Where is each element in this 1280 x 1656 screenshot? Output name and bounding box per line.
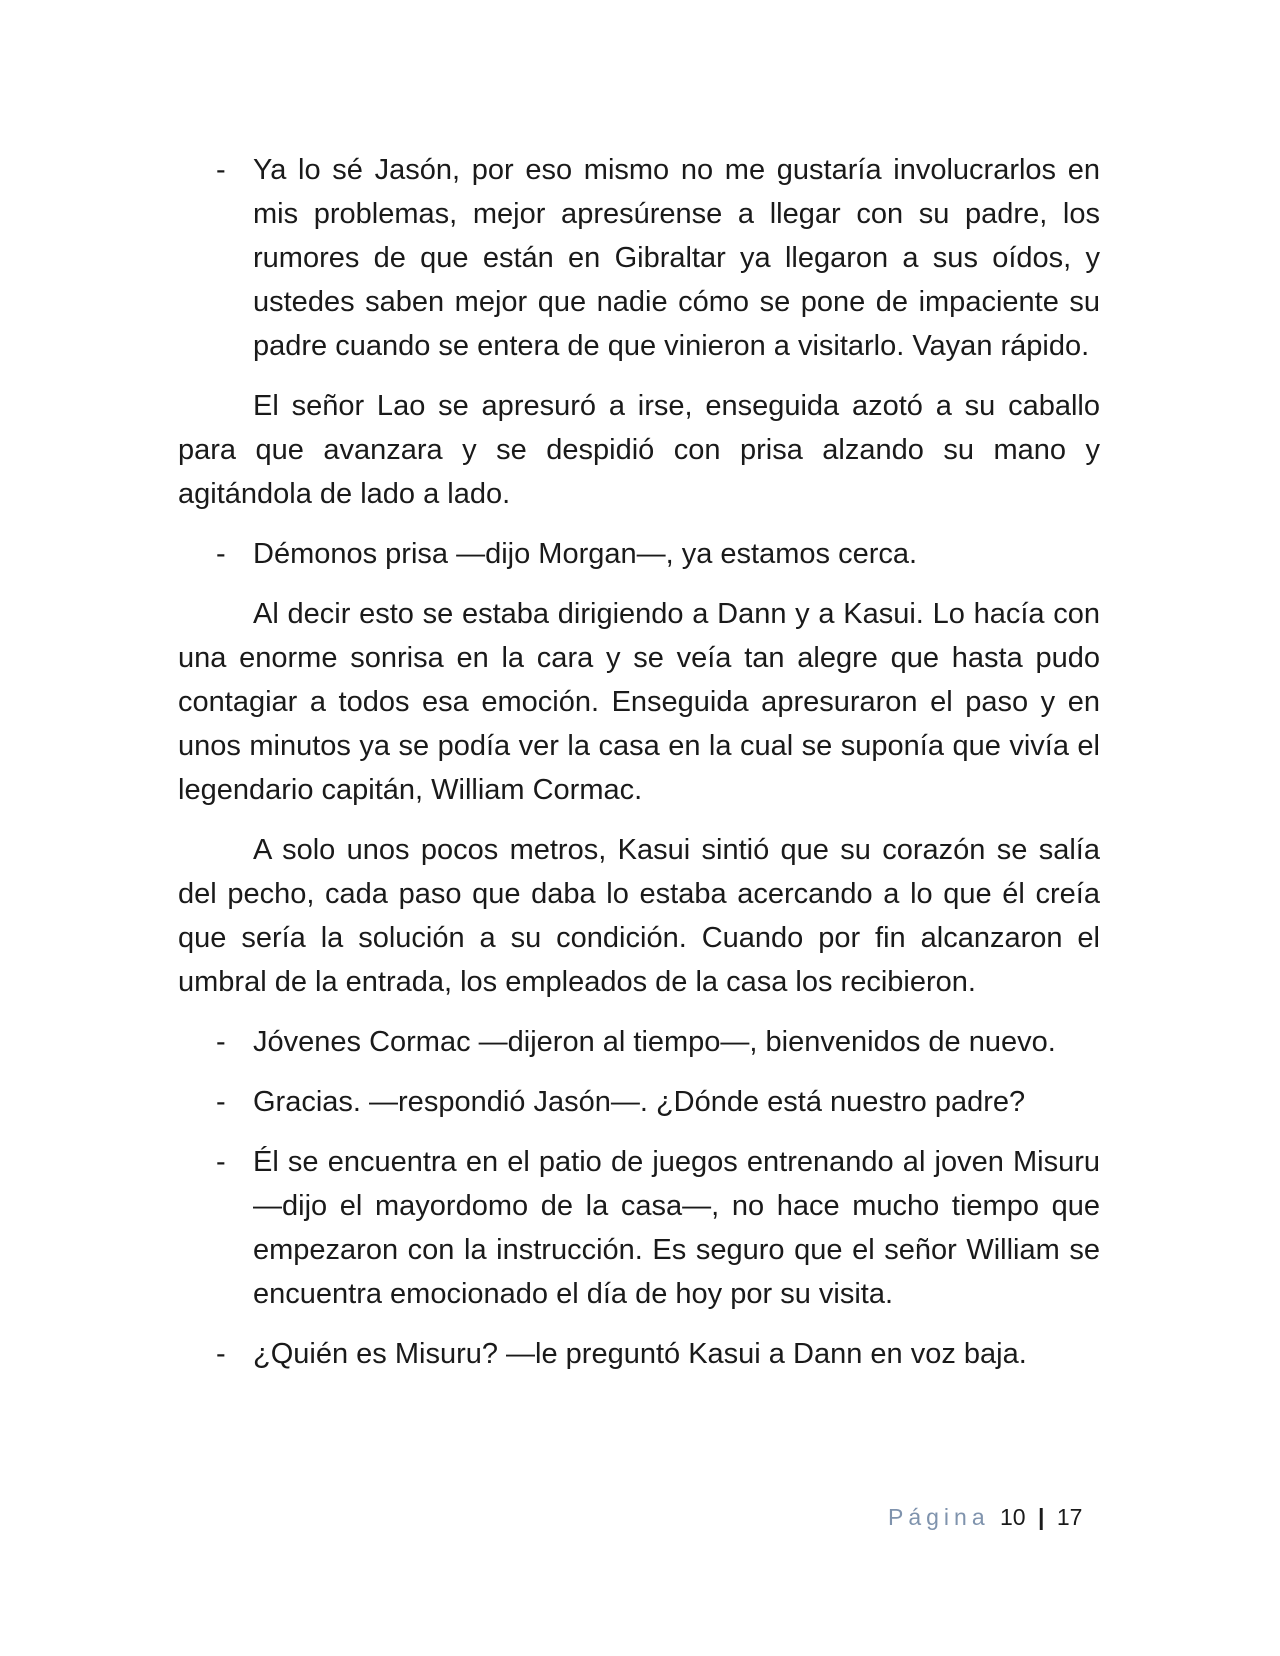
- dialogue-line: [178, 1080, 1100, 1124]
- paragraph: El señor Lao se apresuró a irse, enseguida azotó a su caballo para que avanzara y se despidió con prisa alzando su mano y agitándola de lado a lado.: [178, 390, 1100, 510]
- dialogue-text: Jóvenes Cormac —dijeron al tiempo—, bienvenidos de nuevo.: [253, 1026, 1056, 1058]
- dialogue-line: [178, 532, 1100, 576]
- dialogue-text: Ya lo sé Jasón, por eso mismo no me gustaría involucrarlos en mis problemas, mejor apresúrense a llegar con su padre, los rumores de que están en Gibraltar ya llegaron a sus oídos, y ustedes saben mejor que nadie cómo se pone de impaciente su padre cuando se entera de que vinieron a visitarlo. Vayan rápido.: [253, 154, 1100, 362]
- dialogue-text: Démonos prisa —dijo Morgan—, ya estamos cerca.: [253, 538, 918, 570]
- dialogue-line: [178, 148, 1100, 368]
- dialogue-dash: -: [216, 1338, 226, 1370]
- dialogue-text: Él se encuentra en el patio de juegos entrenando al joven Misuru —dijo el mayordomo de la casa—, no hace mucho tiempo que empezaron con la instrucción. Es seguro que el señor William se encuentra emocionado el día de hoy por su visita.: [253, 1146, 1100, 1310]
- page-separator: |: [1038, 1504, 1045, 1530]
- total-pages-number: 17: [1056, 1504, 1083, 1530]
- dialogue-dash: -: [216, 154, 226, 186]
- dialogue-dash: -: [216, 1146, 226, 1178]
- dialogue-dash: -: [216, 1026, 226, 1058]
- page-body: [178, 148, 1100, 1392]
- paragraph: A solo unos pocos metros, Kasui sintió que su corazón se salía del pecho, cada paso que daba lo estaba acercando a lo que él creía que sería la solución a su condición. Cuando por fin alcanzaron el umbral de la entrada, los empleados de la casa los recibieron.: [178, 834, 1100, 998]
- current-page-number: 10: [1000, 1504, 1026, 1530]
- dialogue-text: Gracias. —respondió Jasón—. ¿Dónde está nuestro padre?: [253, 1086, 1026, 1118]
- dialogue-text: ¿Quién es Misuru? —le preguntó Kasui a Dann en voz baja.: [253, 1338, 1027, 1370]
- dialogue-line: [178, 1020, 1100, 1064]
- dialogue-dash: -: [216, 1086, 226, 1118]
- page-footer: [888, 1502, 1082, 1532]
- page-label: Página: [888, 1504, 990, 1530]
- dialogue-line: [178, 1140, 1100, 1316]
- dialogue-line: [178, 1332, 1100, 1376]
- paragraph: Al decir esto se estaba dirigiendo a Dann y a Kasui. Lo hacía con una enorme sonrisa en la cara y se veía tan alegre que hasta pudo contagiar a todos esa emoción. Enseguida apresuraron el paso y en unos minutos ya se podía ver la casa en la cual se suponía que vivía el legendario capitán, William Cormac.: [178, 598, 1100, 806]
- dialogue-dash: -: [216, 538, 226, 570]
